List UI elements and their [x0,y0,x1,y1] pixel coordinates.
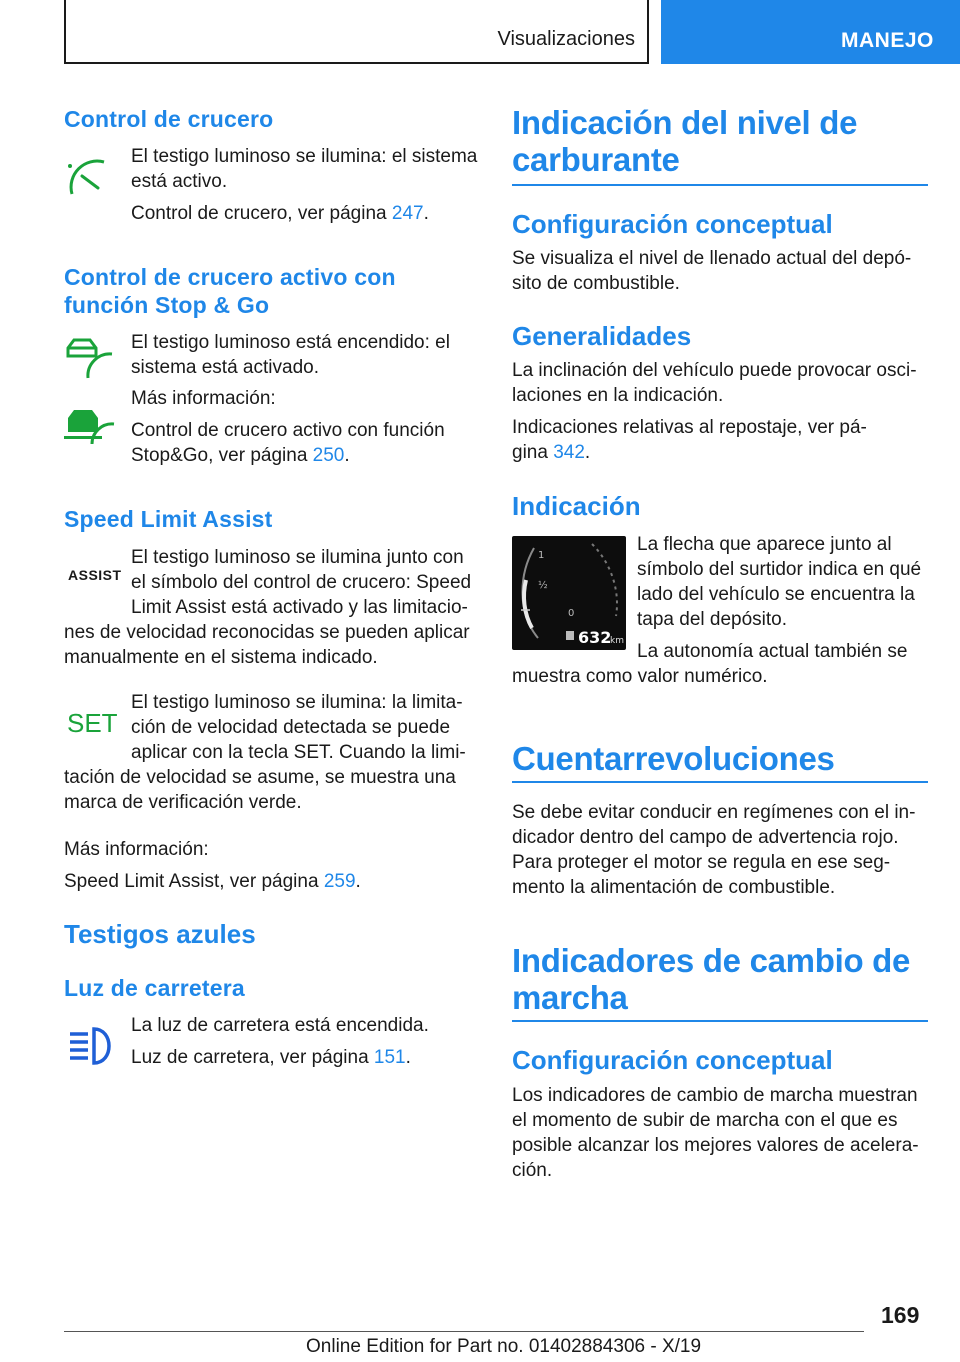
acc-heading: Control de crucero activo con función Stop & Go [64,264,396,318]
chapter-tab-label: MANEJO [841,29,934,52]
gear-concept-text: Los indicadores de cambio de marcha muestran el momento de subir de marcha con el que es posible alcanzar los mejores valores de acelera-ción. [512,1085,919,1181]
gauge-tick-1: 1 [538,550,545,561]
footer-rule [64,1331,864,1332]
sla-page-link[interactable]: 259 [323,871,356,892]
header-frame [64,0,649,64]
fuel-display-heading: Indicación [512,491,641,521]
sla-text-1: El testigo luminoso se ilumina junto con el símbolo del control de crucero: Speed Limit Assist está activado y las limitacio- nes de velocidad reconocidas se pueden aplicar manualmente en el sistema indicado. [64,547,472,668]
fuel-general-heading: Generalidades [512,321,692,351]
cruise-control-text: El testigo luminoso se ilumina: el sistema está activo. [131,146,478,192]
high-beam-text: La luz de carretera está encendida. [131,1015,429,1036]
gear-concept-heading: Configuración conceptual [512,1045,833,1075]
fuel-gauge-graphic [512,536,626,650]
tachometer-heading: Cuentarrevoluciones [512,740,928,783]
cruise-control-heading: Control de crucero [64,106,274,132]
acc-page-link[interactable]: 250 [312,445,345,466]
gauge-tick-0: 0 [568,608,575,619]
fuel-range-text: La autonomía actual también se muestra como valor numérico. [512,641,908,687]
gauge-tick-half: ½ [538,580,548,591]
refuel-page-link[interactable]: 342 [553,442,585,463]
set-indicator-icon: SET [67,708,118,738]
high-beam-page-link[interactable]: 151 [373,1047,406,1068]
fuel-concept-text: Se visualiza el nivel de llenado actual del depó-sito de combustible. [512,248,912,294]
acc-ref: Control de crucero activo con función Stop&Go, ver página 250. [131,420,445,466]
fuel-level-heading: Indicación del nivel de carburante [512,104,928,186]
high-beam-ref: Luz de carretera, ver página 151. [131,1047,411,1068]
assist-indicator-icon: ASSIST [68,567,122,583]
gauge-range-unit: km [610,636,624,646]
section-title: Visualizaciones [497,28,635,50]
fuel-concept-heading: Configuración conceptual [512,209,833,239]
sla-ref: Speed Limit Assist, ver página 259. [64,871,361,892]
gauge-range-value: 632 [578,628,612,647]
blue-lights-heading: Testigos azules [64,919,256,949]
fuel-general-text: La inclinación del vehículo puede provocar osci-laciones en la indicación. [512,360,917,406]
fuel-gauge-image [512,536,626,650]
edition-footer: Online Edition for Part no. 01402884306 - X/19 [306,1336,702,1357]
page-number: 169 [881,1302,920,1328]
gear-shift-heading: Indicadores de cambio de marcha [512,942,928,1022]
fuel-refuel-ref: Indicaciones relativas al repostaje, ver pá- gina 342. [512,417,867,463]
cruise-control-page-link[interactable]: 247 [391,203,424,224]
acc-more-info: Más información: [131,388,276,409]
sla-more-info: Más información: [64,839,209,860]
tachometer-text: Se debe evitar conducir en regímenes con el in-dicador dentro del campo de advertencia rojo. Para proteger el motor se regula en ese seg-mento la alimentación de combustible. [512,802,916,898]
high-beam-heading: Luz de carretera [64,975,245,1001]
acc-text: El testigo luminoso está encendido: el sistema está activado. [131,332,450,378]
chapter-tab[interactable] [661,0,960,64]
sla-text-2: El testigo luminoso se ilumina: la limita- ción de velocidad detectada se puede aplicar con la tecla SET. Cuando la limi- tación de velocidad se asume, se muestra una marca de verificación verde. [64,692,466,813]
fuel-display-text: La flecha que aparece junto al símbolo del surtidor indica en qué lado del vehículo se encuentra la tapa del depósito. [637,534,922,630]
cruise-control-ref: Control de crucero, ver página 247. [131,203,429,224]
sla-heading: Speed Limit Assist [64,506,273,532]
